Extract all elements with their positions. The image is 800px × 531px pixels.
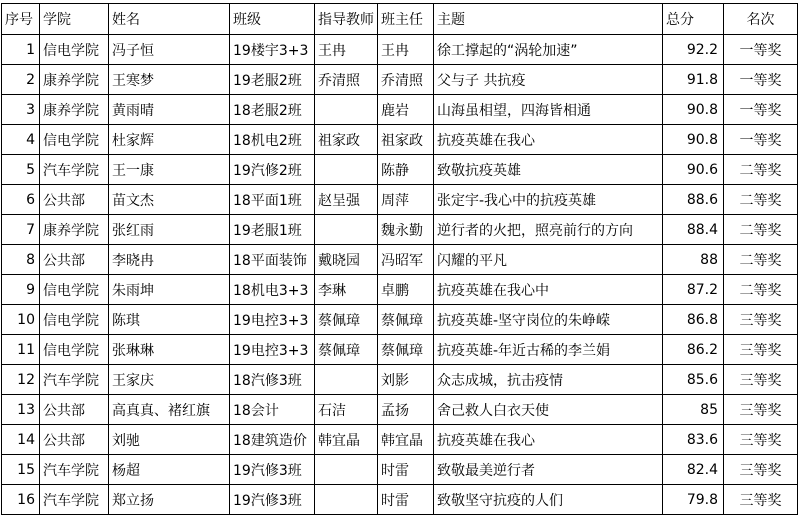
cell-name[interactable]: 王寒梦	[109, 65, 230, 95]
cell-advisor[interactable]: 石洁	[315, 395, 378, 425]
cell-seq[interactable]: 8	[2, 245, 40, 275]
cell-name[interactable]: 朱雨坤	[109, 275, 230, 305]
cell-seq[interactable]: 16	[2, 485, 40, 515]
cell-score[interactable]: 90.6	[663, 155, 724, 185]
cell-college[interactable]: 公共部	[40, 425, 109, 455]
table-row	[2, 455, 798, 485]
cell-head-teacher[interactable]: 周萍	[378, 185, 434, 215]
cell-topic[interactable]: 抗疫英雄在我心	[434, 125, 663, 155]
cell-rank[interactable]: 三等奖	[724, 395, 798, 425]
header-head-teacher[interactable]: 班主任	[378, 4, 434, 35]
cell-rank[interactable]: 三等奖	[724, 425, 798, 455]
cell-seq[interactable]: 7	[2, 215, 40, 245]
cell-score[interactable]: 82.4	[663, 455, 724, 485]
cell-topic[interactable]: 致敬坚守抗疫的人们	[434, 485, 663, 515]
cell-advisor[interactable]	[315, 215, 378, 245]
cell-name[interactable]: 郑立扬	[109, 485, 230, 515]
cell-score[interactable]: 88.6	[663, 185, 724, 215]
header-rank[interactable]: 名次	[724, 4, 798, 35]
cell-advisor[interactable]: 蔡佩璋	[315, 305, 378, 335]
header-score[interactable]: 总分	[663, 4, 724, 35]
table-row	[2, 245, 798, 275]
cell-rank[interactable]: 三等奖	[724, 305, 798, 335]
table-row	[2, 335, 798, 365]
header-name[interactable]: 姓名	[109, 4, 230, 35]
cell-advisor[interactable]: 韩宜晶	[315, 425, 378, 455]
cell-topic[interactable]: 抗疫英雄-年近古稀的李兰娟	[434, 335, 663, 365]
cell-topic[interactable]: 众志成城，抗击疫情	[434, 365, 663, 395]
cell-head-teacher[interactable]: 乔清照	[378, 65, 434, 95]
cell-class[interactable]: 19汽修3班	[230, 455, 315, 485]
cell-seq[interactable]: 15	[2, 455, 40, 485]
cell-rank[interactable]: 二等奖	[724, 245, 798, 275]
table-row	[2, 425, 798, 455]
cell-class[interactable]: 19楼宇3+3	[230, 35, 315, 65]
cell-score[interactable]: 86.8	[663, 305, 724, 335]
cell-head-teacher[interactable]: 蔡佩璋	[378, 335, 434, 365]
header-college[interactable]: 学院	[40, 4, 109, 35]
cell-seq[interactable]: 6	[2, 185, 40, 215]
cell-rank[interactable]: 一等奖	[724, 95, 798, 125]
cell-name[interactable]: 黄雨晴	[109, 95, 230, 125]
cell-head-teacher[interactable]: 祖家政	[378, 125, 434, 155]
cell-head-teacher[interactable]: 冯昭军	[378, 245, 434, 275]
cell-class[interactable]: 18平面装饰	[230, 245, 315, 275]
cell-advisor[interactable]	[315, 155, 378, 185]
table-row	[2, 395, 798, 425]
table-row	[2, 95, 798, 125]
cell-class[interactable]: 19汽修2班	[230, 155, 315, 185]
cell-advisor[interactable]	[315, 485, 378, 515]
cell-seq[interactable]: 5	[2, 155, 40, 185]
cell-seq[interactable]: 2	[2, 65, 40, 95]
cell-name[interactable]: 杜家辉	[109, 125, 230, 155]
cell-head-teacher[interactable]: 王冉	[378, 35, 434, 65]
cell-seq[interactable]: 12	[2, 365, 40, 395]
cell-college[interactable]: 信电学院	[40, 35, 109, 65]
cell-advisor[interactable]: 李琳	[315, 275, 378, 305]
cell-rank[interactable]: 二等奖	[724, 275, 798, 305]
cell-college[interactable]: 公共部	[40, 185, 109, 215]
cell-class[interactable]: 18平面1班	[230, 185, 315, 215]
cell-class[interactable]: 19电控3+3	[230, 335, 315, 365]
table-row	[2, 305, 798, 335]
cell-head-teacher[interactable]: 刘影	[378, 365, 434, 395]
cell-name[interactable]: 张红雨	[109, 215, 230, 245]
cell-advisor[interactable]	[315, 95, 378, 125]
cell-name[interactable]: 王家庆	[109, 365, 230, 395]
cell-advisor[interactable]: 蔡佩璋	[315, 335, 378, 365]
cell-seq[interactable]: 10	[2, 305, 40, 335]
cell-advisor[interactable]: 赵呈强	[315, 185, 378, 215]
cell-class[interactable]: 18会计	[230, 395, 315, 425]
cell-score[interactable]: 79.8	[663, 485, 724, 515]
cell-name[interactable]: 张琳琳	[109, 335, 230, 365]
cell-score[interactable]: 88.4	[663, 215, 724, 245]
cell-advisor[interactable]: 祖家政	[315, 125, 378, 155]
cell-name[interactable]: 陈琪	[109, 305, 230, 335]
cell-topic[interactable]: 致敬抗疫英雄	[434, 155, 663, 185]
header-topic[interactable]: 主题	[434, 4, 663, 35]
cell-topic[interactable]: 抗疫英雄在我心中	[434, 275, 663, 305]
table-row	[2, 35, 798, 65]
cell-rank[interactable]: 二等奖	[724, 185, 798, 215]
cell-class[interactable]: 18机电2班	[230, 125, 315, 155]
cell-name[interactable]: 冯子恒	[109, 35, 230, 65]
cell-rank[interactable]: 一等奖	[724, 65, 798, 95]
table-row	[2, 155, 798, 185]
cell-topic[interactable]: 致敬最美逆行者	[434, 455, 663, 485]
cell-topic[interactable]: 抗疫英雄-坚守岗位的朱峥嵘	[434, 305, 663, 335]
cell-advisor[interactable]	[315, 365, 378, 395]
cell-head-teacher[interactable]: 蔡佩璋	[378, 305, 434, 335]
cell-score[interactable]: 88	[663, 245, 724, 275]
cell-college[interactable]: 汽车学院	[40, 365, 109, 395]
table-row	[2, 65, 798, 95]
cell-topic[interactable]: 逆行者的火把，照亮前行的方向	[434, 215, 663, 245]
cell-topic[interactable]: 闪耀的平凡	[434, 245, 663, 275]
cell-score[interactable]: 86.2	[663, 335, 724, 365]
cell-head-teacher[interactable]: 孟扬	[378, 395, 434, 425]
cell-college[interactable]: 公共部	[40, 245, 109, 275]
cell-class[interactable]: 19汽修3班	[230, 485, 315, 515]
cell-rank[interactable]: 一等奖	[724, 35, 798, 65]
cell-score[interactable]: 90.8	[663, 95, 724, 125]
cell-rank[interactable]: 一等奖	[724, 125, 798, 155]
cell-college[interactable]: 信电学院	[40, 335, 109, 365]
cell-seq[interactable]: 4	[2, 125, 40, 155]
cell-advisor[interactable]	[315, 455, 378, 485]
cell-name[interactable]: 苗文杰	[109, 185, 230, 215]
cell-seq[interactable]: 9	[2, 275, 40, 305]
cell-class[interactable]: 18老服2班	[230, 95, 315, 125]
cell-rank[interactable]: 三等奖	[724, 365, 798, 395]
cell-topic[interactable]: 山海虽相望，四海皆相通	[434, 95, 663, 125]
cell-class[interactable]: 18汽修3班	[230, 365, 315, 395]
cell-head-teacher[interactable]: 韩宜晶	[378, 425, 434, 455]
cell-class[interactable]: 19老服2班	[230, 65, 315, 95]
cell-rank[interactable]: 三等奖	[724, 455, 798, 485]
cell-head-teacher[interactable]: 卓鹏	[378, 275, 434, 305]
cell-rank[interactable]: 二等奖	[724, 215, 798, 245]
cell-rank[interactable]: 二等奖	[724, 155, 798, 185]
cell-class[interactable]: 19电控3+3	[230, 305, 315, 335]
cell-college[interactable]: 康养学院	[40, 95, 109, 125]
table-row	[2, 485, 798, 515]
table-row	[2, 365, 798, 395]
cell-score[interactable]: 85	[663, 395, 724, 425]
cell-class[interactable]: 18机电3+3	[230, 275, 315, 305]
cell-seq[interactable]: 13	[2, 395, 40, 425]
cell-seq[interactable]: 14	[2, 425, 40, 455]
cell-topic[interactable]: 张定宇-我心中的抗疫英雄	[434, 185, 663, 215]
header-class[interactable]: 班级	[230, 4, 315, 35]
cell-score[interactable]: 83.6	[663, 425, 724, 455]
cell-seq[interactable]: 1	[2, 35, 40, 65]
cell-head-teacher[interactable]: 时雷	[378, 485, 434, 515]
cell-college[interactable]: 汽车学院	[40, 155, 109, 185]
cell-topic[interactable]: 抗疫英雄在我心	[434, 425, 663, 455]
cell-topic[interactable]: 父与子 共抗疫	[434, 65, 663, 95]
header-row	[2, 4, 798, 35]
cell-score[interactable]: 92.2	[663, 35, 724, 65]
cell-score[interactable]: 90.8	[663, 125, 724, 155]
table-row	[2, 275, 798, 305]
cell-advisor[interactable]: 乔清照	[315, 65, 378, 95]
cell-advisor[interactable]: 王冉	[315, 35, 378, 65]
header-seq[interactable]: 序号	[2, 4, 40, 35]
cell-college[interactable]: 康养学院	[40, 215, 109, 245]
cell-rank[interactable]: 三等奖	[724, 335, 798, 365]
cell-college[interactable]: 信电学院	[40, 125, 109, 155]
table-row	[2, 215, 798, 245]
award-table	[1, 3, 798, 515]
cell-college[interactable]: 康养学院	[40, 65, 109, 95]
table-row	[2, 125, 798, 155]
cell-college[interactable]: 信电学院	[40, 275, 109, 305]
cell-score[interactable]: 87.2	[663, 275, 724, 305]
cell-college[interactable]: 信电学院	[40, 305, 109, 335]
cell-score[interactable]: 85.6	[663, 365, 724, 395]
cell-advisor[interactable]: 戴晓园	[315, 245, 378, 275]
table-row	[2, 185, 798, 215]
cell-name[interactable]: 刘驰	[109, 425, 230, 455]
cell-seq[interactable]: 11	[2, 335, 40, 365]
cell-topic[interactable]: 舍己救人白衣天使	[434, 395, 663, 425]
cell-college[interactable]: 汽车学院	[40, 485, 109, 515]
cell-class[interactable]: 18建筑造价	[230, 425, 315, 455]
cell-rank[interactable]: 三等奖	[724, 485, 798, 515]
cell-name[interactable]: 李晓冉	[109, 245, 230, 275]
cell-head-teacher[interactable]: 魏永勤	[378, 215, 434, 245]
cell-score[interactable]: 91.8	[663, 65, 724, 95]
cell-college[interactable]: 公共部	[40, 395, 109, 425]
cell-name[interactable]: 高真真、褚红旗	[109, 395, 230, 425]
cell-head-teacher[interactable]: 鹿岩	[378, 95, 434, 125]
cell-class[interactable]: 19老服1班	[230, 215, 315, 245]
cell-college[interactable]: 汽车学院	[40, 455, 109, 485]
cell-topic[interactable]: 徐工撑起的“涡轮加速”	[434, 35, 663, 65]
cell-seq[interactable]: 3	[2, 95, 40, 125]
cell-name[interactable]: 杨超	[109, 455, 230, 485]
header-advisor[interactable]: 指导教师	[315, 4, 378, 35]
cell-name[interactable]: 王一康	[109, 155, 230, 185]
cell-head-teacher[interactable]: 时雷	[378, 455, 434, 485]
cell-head-teacher[interactable]: 陈静	[378, 155, 434, 185]
